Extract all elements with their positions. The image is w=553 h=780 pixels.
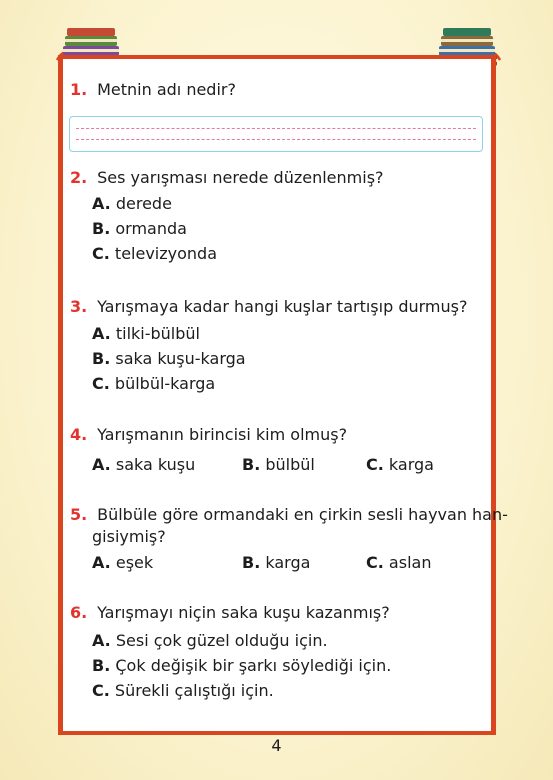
question-text: Yarışmayı niçin saka kuşu kazanmış? [97,603,390,622]
question-5 [70,505,508,524]
option-c[interactable] [366,455,434,474]
question-number: 1. [70,80,88,99]
option-a[interactable] [92,194,172,213]
option-a[interactable] [92,631,328,650]
answer-input-box[interactable] [69,116,483,152]
option-letter: B. [92,349,111,368]
option-letter: A. [92,455,111,474]
option-text: eşek [115,553,154,572]
question-4 [70,425,347,444]
option-letter: A. [92,194,111,213]
question-number: 2. [70,168,88,187]
question-5-continuation [92,527,166,546]
question-text: Ses yarışması nerede düzenlenmiş? [97,168,384,187]
option-letter: C. [92,374,110,393]
question-text: Yarışmaya kadar hangi kuşlar tartışıp durmuş? [97,297,468,316]
option-text: saka kuşu-karga [115,349,246,368]
option-letter: B. [92,656,111,675]
option-letter: C. [92,244,110,263]
option-a[interactable] [92,553,153,572]
question-number: 5. [70,505,88,524]
question-2 [70,168,384,187]
option-text: saka kuşu [115,455,196,474]
option-c[interactable] [366,553,431,572]
question-3 [70,297,467,316]
option-text: karga [388,455,434,474]
question-text: gisiymiş? [92,527,166,546]
option-letter: C. [366,455,384,474]
page-number: 4 [271,736,282,755]
option-c[interactable] [92,374,215,393]
option-text: bülbül-karga [114,374,216,393]
option-text: derede [115,194,172,213]
option-b[interactable] [92,219,187,238]
question-text: Bülbüle göre ormandaki en çirkin sesli hayvan han- [97,505,508,524]
question-6 [70,603,390,622]
option-text: tilki-bülbül [115,324,200,343]
option-b[interactable] [92,349,246,368]
option-letter: A. [92,324,111,343]
question-text: Metnin adı nedir? [97,80,236,99]
option-text: ormanda [115,219,187,238]
option-letter: C. [92,681,110,700]
question-number: 6. [70,603,88,622]
question-1 [70,80,236,99]
option-letter: A. [92,553,111,572]
option-a[interactable] [92,455,195,474]
option-text: televizyonda [114,244,217,263]
writing-line [76,128,476,129]
option-a[interactable] [92,324,200,343]
option-letter: B. [242,455,261,474]
question-number: 3. [70,297,88,316]
option-c[interactable] [92,244,217,263]
option-letter: B. [242,553,261,572]
writing-line [76,139,476,140]
option-b[interactable] [92,656,391,675]
question-number: 4. [70,425,88,444]
option-c[interactable] [92,681,274,700]
option-text: bülbül [265,455,315,474]
option-letter: A. [92,631,111,650]
option-text: Çok değişik bir şarkı söylediği için. [115,656,392,675]
option-text: aslan [388,553,432,572]
option-letter: C. [366,553,384,572]
option-letter: B. [92,219,111,238]
option-b[interactable] [242,455,315,474]
option-text: Sesi çok güzel olduğu için. [115,631,328,650]
option-text: karga [265,553,311,572]
question-text: Yarışmanın birincisi kim olmuş? [97,425,348,444]
option-b[interactable] [242,553,310,572]
option-text: Sürekli çalıştığı için. [114,681,274,700]
